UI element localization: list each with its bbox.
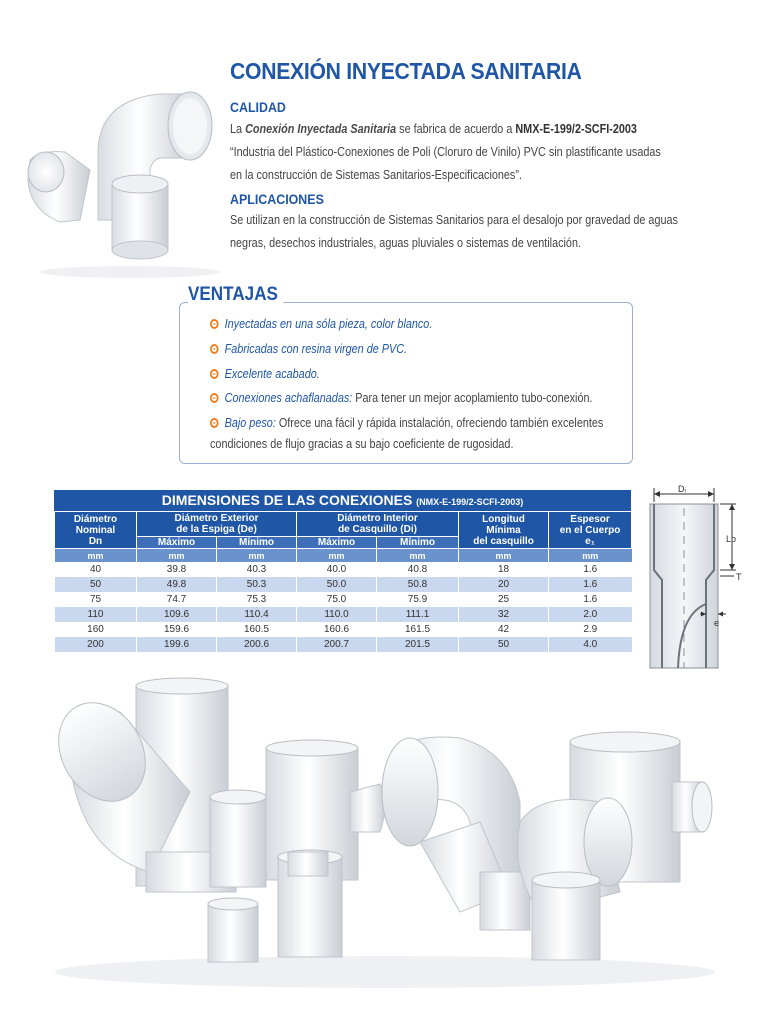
table-cell: 110.0 — [297, 607, 377, 622]
table-cell: 75.3 — [217, 592, 297, 607]
table-cell: 18 — [459, 562, 549, 577]
table-cell: 50 — [459, 637, 549, 652]
table-cell: 2.9 — [549, 622, 632, 637]
table-cell: 1.6 — [549, 577, 632, 592]
table-cell: 201.5 — [377, 637, 459, 652]
table-cell: 161.5 — [377, 622, 459, 637]
table-cell: 25 — [459, 592, 549, 607]
table-cell: 32 — [459, 607, 549, 622]
table-cell: 39.8 — [137, 562, 217, 577]
col-header-max: Máximo — [297, 537, 377, 549]
ventaja-item: Excelente acabado. — [210, 364, 320, 385]
col-header-min: Mínimo — [377, 537, 459, 549]
ventaja-item: Conexiones achaflanadas: Para tener un mejor acoplamiento tubo-conexión. — [210, 388, 592, 409]
table-cell: 50.8 — [377, 577, 459, 592]
arrow-bullet-icon — [210, 319, 219, 329]
arrow-bullet-icon — [210, 369, 219, 379]
table-row — [55, 637, 632, 652]
table-cell: 49.8 — [137, 577, 217, 592]
col-header-de: Diámetro Exterior de la Espiga (De) — [137, 512, 297, 537]
table-cell: 2.0 — [549, 607, 632, 622]
ventaja-item: Fabricadas con resina virgen de PVC. — [210, 339, 407, 360]
pvc-fittings-product-image — [40, 672, 730, 992]
table-row — [55, 562, 632, 577]
table-cell: 40 — [55, 562, 137, 577]
pvc-elbow-product-image — [20, 80, 230, 280]
table-cell: 159.6 — [137, 622, 217, 637]
table-cell: 110.4 — [217, 607, 297, 622]
table-cell: 200.6 — [217, 637, 297, 652]
table-title: DIMENSIONES DE LAS CONEXIONES (NMX-E-199/2-SCFI-2003) — [54, 490, 631, 511]
table-cell: 42 — [459, 622, 549, 637]
table-cell: 50.0 — [297, 577, 377, 592]
col-header-di: Diámetro Interior de Casquillo (Di) — [297, 512, 459, 537]
diagram-e-label: e — [714, 618, 720, 628]
aplicaciones-heading: APLICACIONES — [230, 192, 324, 207]
calidad-heading: CALIDAD — [230, 100, 286, 115]
table-cell: 40.8 — [377, 562, 459, 577]
table-cell: 160.5 — [217, 622, 297, 637]
ventaja-item: Inyectadas en una sóla pieza, color blanco. — [210, 314, 432, 335]
arrow-bullet-icon — [210, 393, 219, 403]
col-header-dn: Diámetro Nominal Dn — [55, 512, 137, 549]
calidad-paragraph: La Conexión Inyectada Sanitaria se fabrica de acuerdo a NMX-E-199/2-SCFI-2003 “Industria del Plástico-Conexiones de Poli (Cloruro de Vinilo) PVC sin plastificante usadas en la construcción de Sistemas Sanitarios-Especificaciones”. — [230, 122, 661, 182]
ventajas-heading: VENTAJAS — [188, 284, 283, 306]
table-cell: 75 — [55, 592, 137, 607]
table-cell: 50.3 — [217, 577, 297, 592]
table-cell: 1.6 — [549, 592, 632, 607]
table-cell: 160 — [55, 622, 137, 637]
arrow-bullet-icon — [210, 344, 219, 354]
table-cell: 75.9 — [377, 592, 459, 607]
table-cell: 110 — [55, 607, 137, 622]
table-row — [55, 622, 632, 637]
diagram-d-label: Dᵢ — [678, 484, 686, 494]
table-cell: 20 — [459, 577, 549, 592]
aplicaciones-paragraph: Se utilizan en la construcción de Sistemas Sanitarios para el desalojo por gravedad de aguas negras, desechos industriales, aguas pluviales o sistemas de ventilación. — [230, 213, 678, 250]
fitting-cross-section-diagram — [640, 484, 752, 674]
col-header-min: Mínimo — [217, 537, 297, 549]
table-cell: 74.7 — [137, 592, 217, 607]
col-header-max: Máximo — [137, 537, 217, 549]
diagram-lb-label: Lb — [726, 534, 737, 544]
table-cell: 109.6 — [137, 607, 217, 622]
table-row — [55, 577, 632, 592]
table-cell: 200 — [55, 637, 137, 652]
table-cell: 160.6 — [297, 622, 377, 637]
table-cell: 1.6 — [549, 562, 632, 577]
table-cell: 111.1 — [377, 607, 459, 622]
table-cell: 200.7 — [297, 637, 377, 652]
table-cell: 40.0 — [297, 562, 377, 577]
units-row: mm mm mm mm mm mm mm — [55, 549, 632, 563]
col-header-e: Espesor en el Cuerpo e₁ — [549, 512, 632, 549]
table-cell: 50 — [55, 577, 137, 592]
table-cell: 40.3 — [217, 562, 297, 577]
table-cell: 75.0 — [297, 592, 377, 607]
table-cell: 199.6 — [137, 637, 217, 652]
col-header-lb: Longitud Mínima del casquillo — [459, 512, 549, 549]
diagram-t-label: T — [736, 572, 742, 582]
table-row — [55, 607, 632, 622]
arrow-bullet-icon — [210, 418, 219, 428]
ventaja-item: Bajo peso: Ofrece una fácil y rápida instalación, ofreciendo también excelentes condiciones de flujo gracias a su bajo coeficiente de rugosidad. — [210, 416, 604, 451]
table-cell: 4.0 — [549, 637, 632, 652]
table-row — [55, 592, 632, 607]
page-title: CONEXIÓN INYECTADA SANITARIA — [230, 58, 582, 84]
dimensions-table — [54, 490, 631, 652]
